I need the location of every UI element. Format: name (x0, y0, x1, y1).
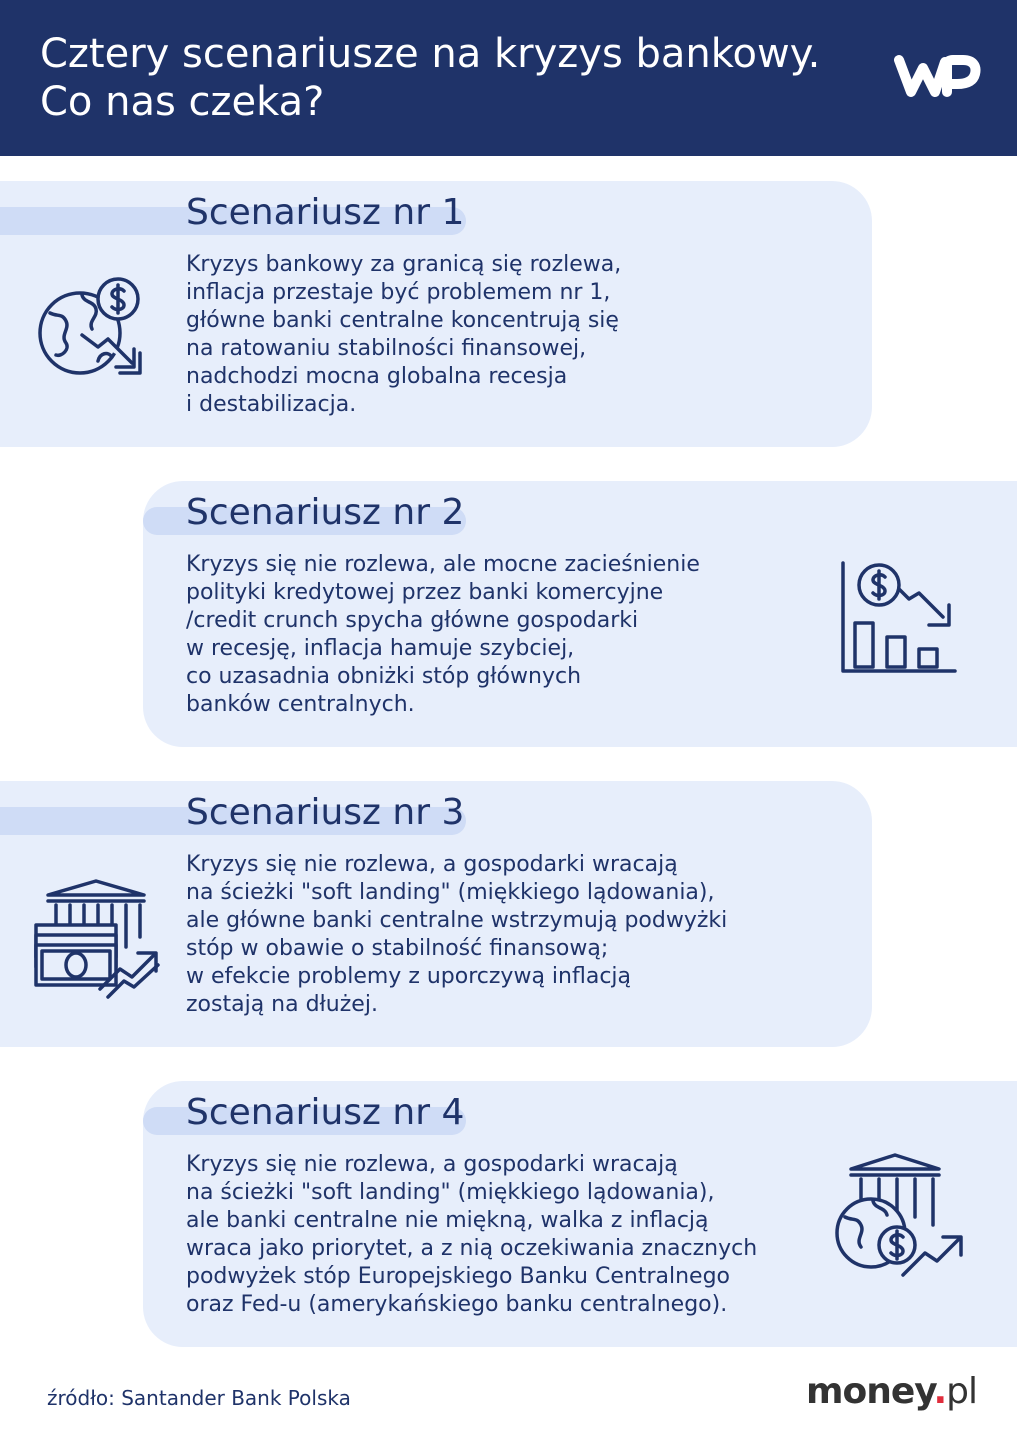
scenario-description: Kryzys się nie rozlewa, ale mocne zacieśnienie polityki kredytowej przez banki komercyjne /credit crunch spycha główne gospodarki w recesję, inflacja hamuje szybciej, co uzasadnia obniżki stóp głównych banków centralnych. (186, 552, 700, 717)
scenario-title: Scenariusz nr 1 (186, 192, 465, 233)
wp-logo-icon (893, 48, 981, 104)
scenario-card-4 (143, 1081, 1017, 1347)
page-title: Cztery scenariusze na kryzys bankowy. Co nas czeka? (40, 31, 821, 125)
scenario-title: Scenariusz nr 4 (186, 1092, 465, 1133)
scenario-card-3 (0, 781, 872, 1047)
scenario-description: Kryzys się nie rozlewa, a gospodarki wracają na ścieżki "soft landing" (miękkiego lądowania), ale banki centralne nie miękną, walka z inflacją wraca jako priorytet, a z nią oczekiwania znacznych podwyżek stóp Europejskiego Banku Centralnego oraz Fed-u (amerykańskiego banku centralnego). (186, 1152, 758, 1317)
header (0, 0, 1017, 156)
scenario-title: Scenariusz nr 2 (186, 492, 465, 533)
scenario-description: Kryzys bankowy za granicą się rozlewa, inflacja przestaje być problemem nr 1, główne banki centralne koncentrują się na ratowaniu stabilności finansowej, nadchodzi mocna globalna recesja i destabilizacja. (186, 252, 622, 417)
bank-money-up-icon (30, 877, 164, 1003)
scenario-title: Scenariusz nr 3 (186, 792, 465, 833)
brand-tld: pl (946, 1371, 977, 1412)
bank-globe-dollar-up-icon (833, 1153, 967, 1279)
money-pl-logo (806, 1370, 977, 1414)
bar-chart-dollar-down-icon (839, 559, 959, 675)
scenario-description: Kryzys się nie rozlewa, a gospodarki wracają na ścieżki "soft landing" (miękkiego lądowania), ale główne banki centralne wstrzymują podwyżki stóp w obawie o stabilność finansową; w efekcie problemy z uporczywą inflacją zostają na dłużej. (186, 852, 728, 1017)
brand-name: money (806, 1371, 934, 1412)
source-note: źródło: Santander Bank Polska (47, 1386, 351, 1410)
globe-dollar-down-icon (36, 277, 146, 381)
scenario-card-1 (0, 181, 872, 447)
scenario-card-2 (143, 481, 1017, 747)
brand-dot: . (933, 1371, 947, 1412)
